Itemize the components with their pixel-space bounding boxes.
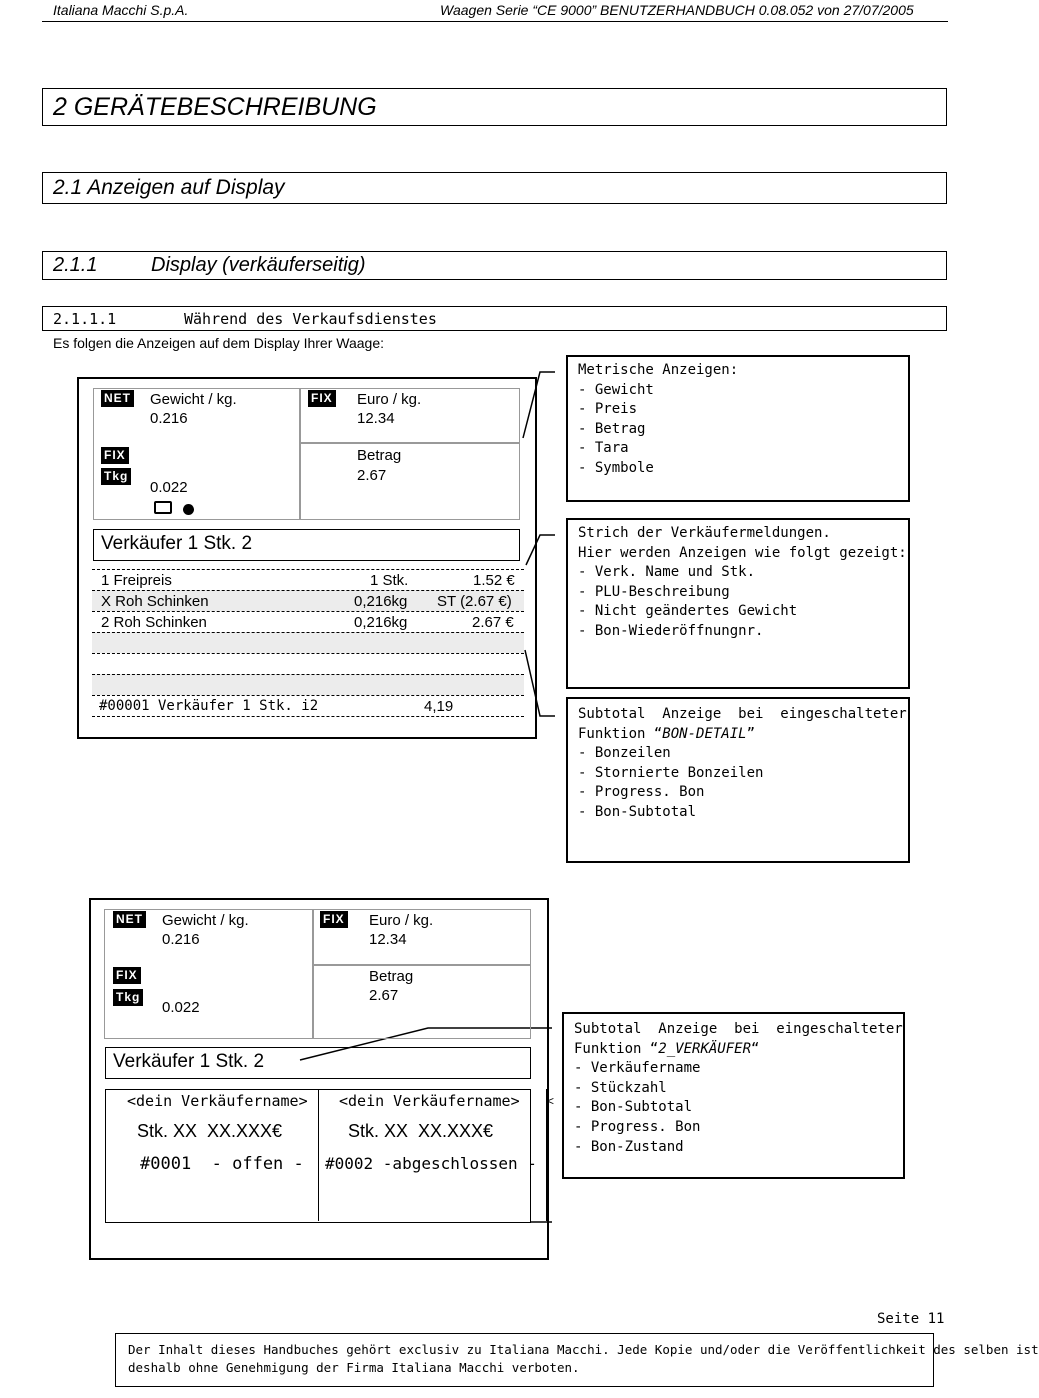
note-subtotal-2-item: - Progress. Bon <box>574 1118 701 1135</box>
receipt-row-3-desc: 2 Roh Schinken <box>101 614 207 631</box>
receipt-row-2-amount: ST (2.67 €) <box>437 593 512 610</box>
display-1-price-value: 12.34 <box>357 410 395 427</box>
display-1-amount-label: Betrag <box>357 447 402 464</box>
display-1-weight-value: 0.216 <box>150 410 188 427</box>
display-2-column-divider <box>318 1089 319 1221</box>
battery-icon <box>154 501 172 514</box>
note-subtotal-2-item: - Bon-Subtotal <box>574 1099 693 1116</box>
net-icon-2: NET <box>113 911 146 928</box>
receipt-total-line: #00001 Verkäufer 1 Stk. i2 <box>99 698 319 714</box>
section-2-1-1-number: 2.1.1 <box>53 254 98 276</box>
note-metric <box>566 355 910 502</box>
note-metric-line: - Symbole <box>578 459 654 476</box>
receipt-row-empty-2 <box>92 653 524 674</box>
note-subtotal-1-func-suffix: ” <box>746 725 756 742</box>
note-subtotal-2-func-suffix: “ <box>751 1040 760 1057</box>
footer-disclaimer-box <box>115 1333 1039 1387</box>
receipt-row-1-qty: 1 Stk. <box>370 572 409 589</box>
page-number: Seite 11 <box>877 1311 945 1327</box>
receipt-row-2-qty: 0,216kg <box>354 593 408 610</box>
note-strich <box>566 518 910 689</box>
note-subtotal-2-verkaeufer <box>562 1012 905 1179</box>
fix-price-icon: FIX <box>308 390 336 407</box>
display-2-weight-label: Gewicht / kg. <box>162 912 249 929</box>
display-2-tara-value: 0.022 <box>162 999 200 1016</box>
receipt-row-3 <box>92 611 524 632</box>
receipt-row-1 <box>92 569 524 590</box>
note-subtotal-2-item: - Verkäufername <box>574 1060 701 1077</box>
section-2-1-title: 2.1 Anzeigen auf Display <box>53 176 285 199</box>
note-subtotal-1-item: - Bonzeilen <box>578 745 671 762</box>
header-manual-title: Waagen Serie “CE 9000” BENUTZERHANDBUCH 0.08.052 von 27/07/2005 <box>440 2 914 18</box>
footer-disclaimer-line-2: deshalb ohne Genehmigung der Firma Italiana Macchi verboten. <box>128 1360 580 1375</box>
receipt-total-amount: 4,19 <box>424 698 454 715</box>
seller-3-stub: < <box>547 1094 555 1108</box>
display-2-seller-line: Verkäufer 1 Stk. 2 <box>113 1051 265 1072</box>
note-strich-line: - Nicht geändertes Gewicht <box>578 603 798 620</box>
receipt-row-3-amount: 2.67 € <box>472 614 514 631</box>
receipt-row-1-desc: 1 Freipreis <box>101 572 172 589</box>
fix-icon-2: FIX <box>113 967 141 984</box>
section-2-1-1-1-number: 2.1.1.1 <box>53 310 117 328</box>
receipt-row-2-desc: X Roh Schinken <box>101 593 209 610</box>
display-1-amount-cell <box>299 442 520 520</box>
note-metric-line: Metrische Anzeigen: <box>578 362 739 378</box>
note-subtotal-2-item: - Bon-Zustand <box>574 1138 684 1155</box>
note-strich-line: Hier werden Anzeigen wie folgt gezeigt: <box>578 544 907 561</box>
note-subtotal-1-function <box>578 725 898 745</box>
note-subtotal-bon-detail <box>566 697 910 863</box>
note-subtotal-1-item: - Bon-Subtotal <box>578 803 697 820</box>
net-icon: NET <box>101 390 134 407</box>
fix-icon: FIX <box>101 447 129 464</box>
note-strich-line: - PLU-Beschreibung <box>578 583 730 600</box>
receipt-row-1-amount: 1.52 € <box>473 572 515 589</box>
note-subtotal-2-item: - Stückzahl <box>574 1079 667 1096</box>
note-subtotal-2-func-name: 2_VERKÄUFER <box>658 1040 752 1057</box>
footer-disclaimer-line-1: Der Inhalt dieses Handbuches gehört exclusiv zu Italiana Macchi. Jede Kopie und/oder die Veröffentlichkeit des selben ist <box>128 1342 1039 1357</box>
section-2-1-1-title: Display (verkäuferseitig) <box>151 254 366 276</box>
receipt-row-empty-1 <box>92 632 524 653</box>
section-2-1-1-1-title: Während des Verkaufsdienstes <box>184 310 437 328</box>
display-2-column-divider-right <box>546 1089 548 1221</box>
display-2-amount-label: Betrag <box>369 968 414 985</box>
receipt-total-row <box>92 695 524 717</box>
seller-1-status: #0001 - offen - <box>140 1154 304 1174</box>
note-subtotal-1-func-name: BON-DETAIL <box>662 725 747 742</box>
note-subtotal-1-item: - Stornierte Bonzeilen <box>578 764 764 781</box>
note-metric-line: - Gewicht <box>578 381 654 398</box>
note-metric-line: - Preis <box>578 401 638 418</box>
note-subtotal-2-func-prefix: Funktion “ <box>574 1040 659 1057</box>
note-metric-line: - Betrag <box>578 420 646 437</box>
display-1-seller-bar <box>93 529 520 561</box>
receipt-row-2 <box>92 590 524 611</box>
display-2-seller-bar <box>105 1047 531 1079</box>
display-2-price-label: Euro / kg. <box>369 912 434 929</box>
display-1-seller-line: Verkäufer 1 Stk. 2 <box>101 533 253 554</box>
receipt-row-empty-3 <box>92 674 524 695</box>
note-subtotal-1-item: - Progress. Bon <box>578 784 705 801</box>
fix-price-icon-2: FIX <box>320 911 348 928</box>
seller-2-status: #0002 -abgeschlossen - <box>325 1154 537 1173</box>
note-strich-line: Strich der Verkäufermeldungen. <box>578 525 831 541</box>
display-2-price-value: 12.34 <box>369 931 407 948</box>
note-strich-line: - Bon-Wiederöffnungnr. <box>578 622 764 639</box>
display-1-tara-value: 0.022 <box>150 479 188 496</box>
display-2-amount-cell <box>312 964 531 1039</box>
note-subtotal-2-function <box>574 1040 893 1060</box>
tkg-icon: Tkg <box>101 468 131 485</box>
note-metric-line: - Tara <box>578 440 629 457</box>
seller-2-name: <dein Verkäufername> <box>339 1092 520 1110</box>
note-subtotal-1-heading: Subtotal Anzeige bei eingeschalteter <box>578 706 907 722</box>
seller-2-stk: Stk. XX XX.XXX€ <box>348 1121 494 1141</box>
note-strich-line: - Verk. Name und Stk. <box>578 564 756 581</box>
intro-text: Es folgen die Anzeigen auf dem Display Ihrer Waage: <box>53 335 385 351</box>
note-subtotal-2-heading: Subtotal Anzeige bei eingeschalteter <box>574 1021 903 1037</box>
note-subtotal-1-func-prefix: Funktion “ <box>578 725 663 742</box>
seller-1-name: <dein Verkäufername> <box>127 1092 308 1110</box>
display-1-amount-value: 2.67 <box>357 467 387 484</box>
stable-dot-icon <box>183 504 194 515</box>
section-2-title: 2 GERÄTEBESCHREIBUNG <box>53 93 377 121</box>
tkg-icon-2: Tkg <box>113 989 143 1006</box>
display-1-weight-label: Gewicht / kg. <box>150 391 237 408</box>
display-2-amount-value: 2.67 <box>369 987 399 1004</box>
header-company: Italiana Macchi S.p.A. <box>53 2 189 18</box>
receipt-row-3-qty: 0,216kg <box>354 614 408 631</box>
seller-1-stk: Stk. XX XX.XXX€ <box>137 1121 283 1141</box>
display-2-weight-value: 0.216 <box>162 931 200 948</box>
display-1-price-label: Euro / kg. <box>357 391 422 408</box>
